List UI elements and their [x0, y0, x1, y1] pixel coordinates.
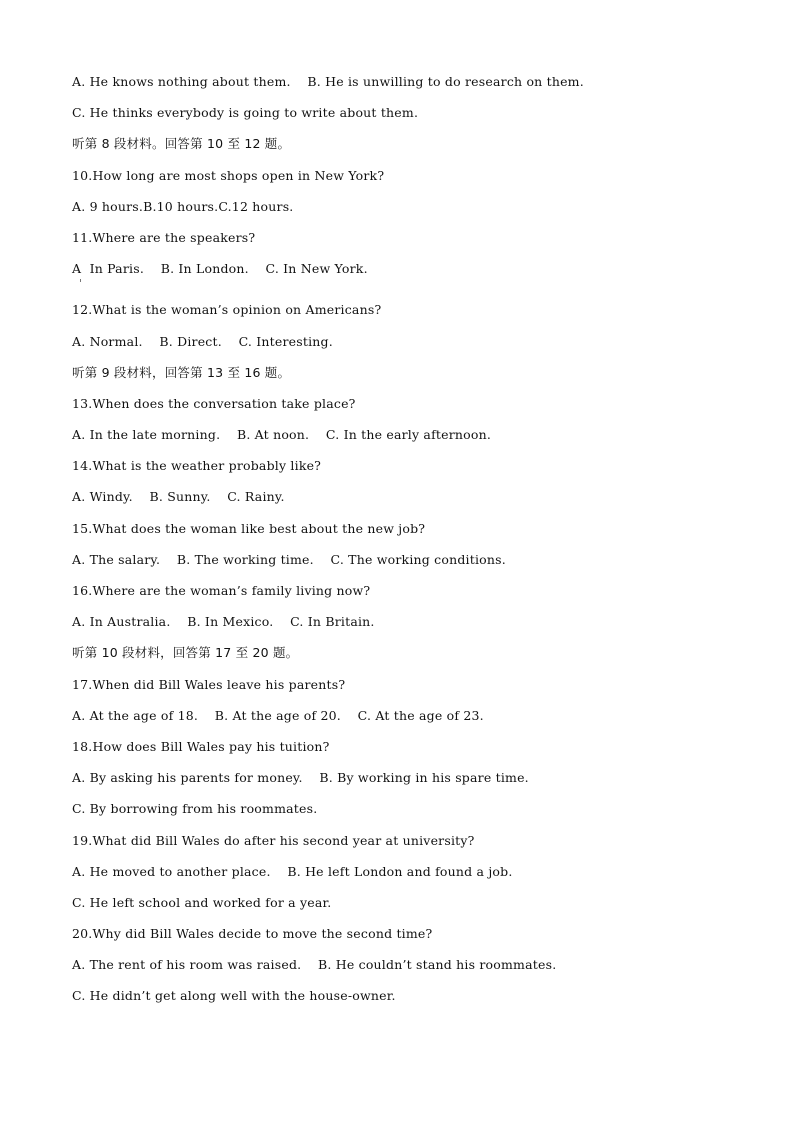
- option-line: C. He thinks everybody is going to write about them.: [72, 105, 419, 121]
- question-line: 16.Where are the woman’s family living now?: [72, 583, 371, 598]
- option-line: C. He left school and worked for a year.: [72, 894, 332, 910]
- question-line: 19.What did Bill Wales do after his second year at university?: [72, 832, 475, 848]
- stray-mark: [80, 279, 81, 282]
- option-line: A. Windy. B. Sunny. C. Rainy.: [72, 489, 285, 505]
- option-line: A. 9 hours.B.10 hours.C.12 hours.: [72, 198, 294, 214]
- option-line: A. By asking his parents for money. B. By working in his spare time.: [72, 770, 529, 786]
- option-line: C. He didn’t get along well with the house-owner.: [72, 988, 396, 1004]
- option-line: A. Normal. B. Direct. C. Interesting.: [72, 333, 333, 349]
- question-line: 10.How long are most shops open in New York?: [72, 167, 385, 183]
- question-line: 15.What does the woman like best about the new job?: [72, 520, 426, 536]
- question-line: 14.What is the weather probably like?: [72, 458, 322, 474]
- question-line: 12.What is the woman’s opinion on Americans?: [72, 302, 382, 318]
- section-heading: 听第 8 段材料。回答第 10 至 12 题。: [72, 136, 291, 152]
- question-line: 13.When does the conversation take place?: [72, 395, 356, 411]
- option-line: A. At the age of 18. B. At the age of 20. C. At the age of 23.: [72, 707, 484, 723]
- question-line: 11.Where are the speakers?: [72, 229, 256, 245]
- document-page: [72, 66, 752, 1012]
- section-heading: 听第 10 段材料，回答第 17 至 20 题。: [72, 645, 299, 661]
- option-line: A. He knows nothing about them. B. He is unwilling to do research on them.: [72, 74, 584, 89]
- option-line: A. The rent of his room was raised. B. He couldn’t stand his roommates.: [72, 957, 557, 973]
- question-line: 18.How does Bill Wales pay his tuition?: [72, 738, 330, 754]
- option-line: A. In the late morning. B. At noon. C. In the early afternoon.: [72, 427, 492, 443]
- option-line: A. The salary. B. The working time. C. The working conditions.: [72, 551, 506, 567]
- question-line: 20.Why did Bill Wales decide to move the second time?: [72, 926, 433, 942]
- question-line: 17.When did Bill Wales leave his parents?: [72, 676, 346, 692]
- option-line: A In Paris. B. In London. C. In New York.: [72, 261, 368, 277]
- section-heading: 听第 9 段材料，回答第 13 至 16 题。: [72, 364, 291, 380]
- option-line: A. In Australia. B. In Mexico. C. In Britain.: [72, 614, 375, 630]
- option-line: C. By borrowing from his roommates.: [72, 801, 318, 817]
- option-line: A. He moved to another place. B. He left London and found a job.: [72, 863, 513, 879]
